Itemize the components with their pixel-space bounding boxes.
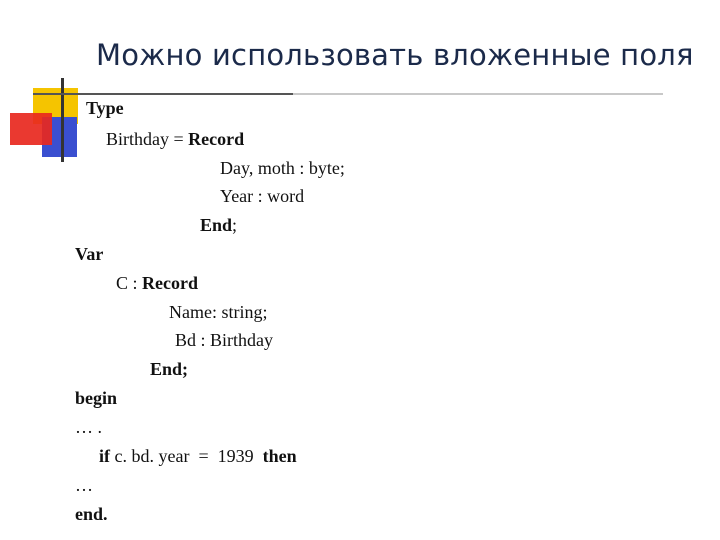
keyword-record-2: Record — [142, 273, 198, 293]
code-line-begin — [75, 387, 117, 409]
field-day-moth: Day, moth : byte; — [220, 158, 345, 178]
code-line-c-record — [116, 272, 198, 294]
code-line-birthday — [106, 128, 244, 150]
keyword-if: if — [99, 446, 110, 466]
keyword-begin: begin — [75, 388, 118, 408]
code-line-bd — [175, 329, 273, 351]
type-name-birthday: Birthday = — [106, 129, 189, 149]
code-line-ellipsis-2 — [75, 474, 93, 496]
keyword-var: Var — [75, 244, 104, 264]
deco-vertical-line — [61, 78, 64, 162]
code-line-end-2 — [150, 358, 188, 380]
deco-horizontal-rule-light — [293, 93, 663, 95]
keyword-end-2: End; — [150, 359, 189, 379]
code-line-name — [169, 301, 267, 323]
keyword-type: Type — [86, 98, 124, 118]
slide-title: Можно использовать вложенные поля — [96, 38, 694, 72]
code-line-end-final — [75, 503, 108, 525]
code-line-var — [75, 243, 103, 265]
code-line-year — [220, 185, 304, 207]
keyword-record: Record — [188, 129, 245, 149]
code-line-type — [86, 97, 124, 119]
ellipsis-1: … . — [75, 417, 102, 437]
field-year: Year : word — [220, 186, 305, 206]
keyword-end-final: end. — [75, 504, 108, 524]
code-line-end — [200, 214, 237, 236]
keyword-then: then — [262, 446, 297, 466]
code-line-day-moth — [220, 157, 345, 179]
condition-expression: c. bd. year = 1939 — [110, 446, 263, 466]
field-name: Name: string; — [169, 302, 268, 322]
deco-horizontal-rule-dark — [33, 93, 293, 95]
var-name-c: C : — [116, 273, 143, 293]
code-line-if — [99, 445, 297, 467]
ellipsis-2: … — [75, 475, 93, 495]
keyword-end: End — [200, 215, 233, 235]
field-bd: Bd : Birthday — [175, 330, 273, 350]
code-line-ellipsis-1 — [75, 416, 102, 438]
semicolon: ; — [232, 215, 238, 235]
deco-red-square — [10, 113, 52, 145]
